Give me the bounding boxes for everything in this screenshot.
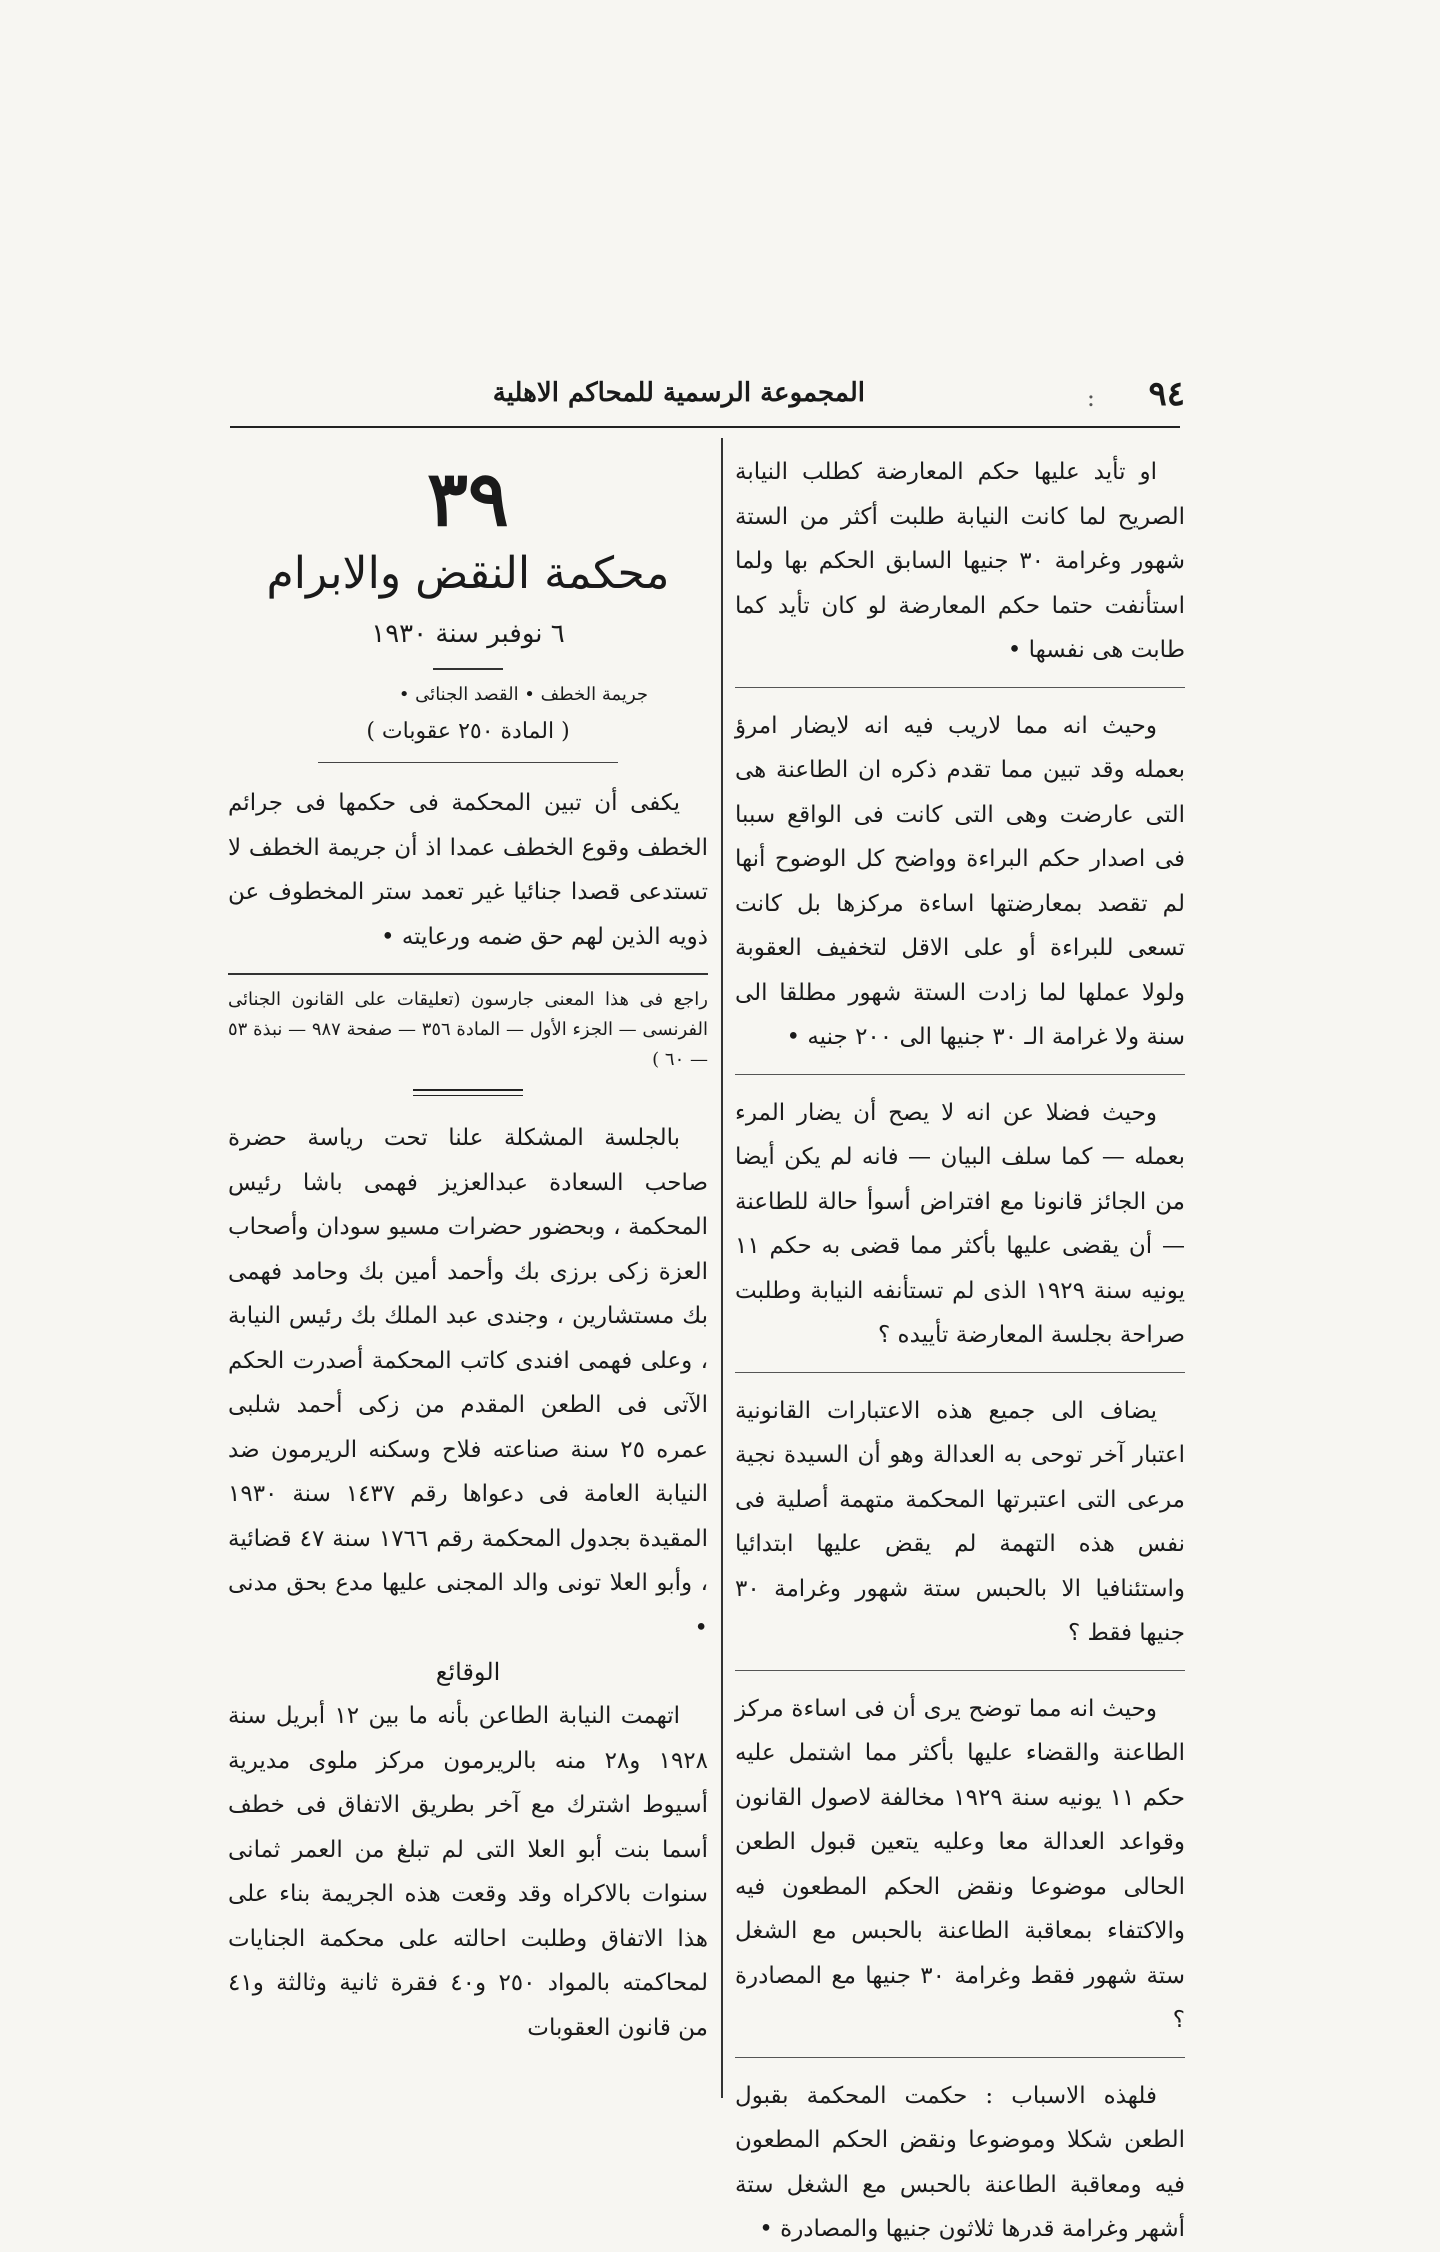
session-paragraph: بالجلسة المشكلة علنا تحت رياسة حضرة صاحب السعادة عبدالعزيز فهمى باشا رئيس المحكمة ، وبحضور حضرات مسيو سودان وأصحاب العزة زكى برزى بك وأحمد أمين بك وحامد فهمى بك مستشارين ، وجندى عبد الملك بك رئيس النيابة ، وعلى فهمى افندى كاتب المحكمة أصدرت الحكم الآتى فى الطعن المقدم من زكى أحمد شلبى عمره ٢٥ سنة صناعته فلاح وسكنه الريرمون ضد النيابة العامة فى دعواها رقم ١٤٣٧ سنة ١٩٣٠ المقيدة بجدول المحكمة رقم ١٧٦٦ سنة ٤٧ قضائية ، وأبو العلا تونى والد المجنى عليها مدع بحق مدنى • [228, 1125, 709, 1641]
header-separator: : [1086, 384, 1095, 412]
body-paragraph: يضاف الى جميع هذه الاعتبارات القانونية اعتبار آخر توحى به العدالة وهو أن السيدة نجية مرعى التى اعتبرتها المحكمة متهمة أصلية فى نفس هذه التهمة لم يقض عليها ابتدائيا واستئنافيا الا بالحبس ستة شهور وغرامة ٣٠ جنيها فقط ؟ [735, 1397, 1185, 1646]
page-number: ٩٤ [1148, 374, 1185, 414]
paragraph-divider [735, 2057, 1185, 2058]
body-paragraph: وحيث انه مما توضح يرى أن فى اساءة مركز الطاعنة والقضاء عليها بأكثر مما اشتمل عليه حكم ١١ يونيه سنة ١٩٢٩ مخالفة لاصول القانون وقواعد العدالة معا وعليه يتعين قبول الطعن الحالى موضوعا ونقض الحكم المطعون فيه والاكتفاء بمعاقبة الطاعنة بالحبس مع الشغل ستة شهور فقط وغرامة ٣٠ جنيها مع المصادرة ؟ [735, 1695, 1186, 2033]
running-title: المجموعة الرسمية للمحاكم الاهلية [492, 378, 865, 408]
paragraph-divider [735, 687, 1185, 688]
paragraph-divider [735, 1074, 1185, 1075]
case-date: ٦ نوفبر سنة ١٩٣٠ [371, 619, 565, 649]
doctrine-reference: راجع فى هذا المعنى جارسون (تعليقات على القانون الجنائى الفرنسى — الجزء الأول — المادة ٣٥٦ — صفحة ٩٨٧ — نبذة ٥٣ — ٦٠ ) [228, 989, 708, 1070]
double-divider [413, 1089, 523, 1096]
court-name: محكمة النقض والابرام [266, 548, 670, 599]
article-reference: ( المادة ٢٥٠ عقوبات ) [366, 719, 570, 744]
header-rule [230, 426, 1180, 428]
case-number: ٣٩ [427, 454, 509, 543]
body-paragraph: وحيث فضلا عن انه لا يصح أن يضار المرء بعمله — كما سلف البيان — فانه لم يكن أيضا من الجائز قانونا مع افتراض أسوأ حالة للطاعنة — أن يقضى عليها بأكثر مما قضى به حكم ١١ يونيه سنة ١٩٢٩ الذى لم تستأنفه النيابة وطلبت صراحة بجلسة المعارضة تأييده ؟ [735, 1099, 1186, 1348]
case-topics: جريمة الخطف • القصد الجنائى • [398, 684, 648, 705]
facts-paragraph: اتهمت النيابة الطاعن بأنه ما بين ١٢ أبريل سنة ١٩٢٨ و٢٨ منه بالريرمون مركز ملوى مديرية أسيوط اشترك مع آخر بطريق الاتفاق فى خطف أسما بنت أبو العلا التى لم تبلغ من العمر ثمانى سنوات بالاكراه وقد وقعت هذه الجريمة بناء على هذا الاتفاق وطلبت احالته على محكمة الجنايات لمحاكمته بالمواد ٢٥٠ و٤٠ فقرة ثانية وثالثة و٤١ من قانون العقوبات [228, 1703, 709, 2041]
body-paragraph: او تأيد عليها حكم المعارضة كطلب النيابة الصريح لما كانت النيابة طلبت أكثر من الستة شهور وغرامة ٣٠ جنيها السابق الحكم بها ولما استأنفت حتما حكم المعارضة لو كان تأيد كما طابت هى نفسها • [735, 459, 1185, 663]
short-divider [433, 668, 503, 670]
left-column [228, 450, 708, 2050]
facts-heading: الوقائع [435, 1658, 501, 1686]
paragraph-divider [735, 1372, 1185, 1373]
right-column [735, 450, 1185, 2252]
ruling-summary: يكفى أن تبين المحكمة فى حكمها فى جرائم الخطف وقوع الخطف عمدا اذ أن جريمة الخطف لا تستدعى قصدا جنائيا غير تعمد ستر المخطوف عن ذويه الذين لهم حق ضمه ورعايته • [228, 790, 708, 950]
column-divider [721, 438, 723, 2098]
summary-divider [228, 973, 708, 975]
verdict-paragraph: فلهذه الاسباب : حكمت المحكمة بقبول الطعن شكلا وموضوعا ونقض الحكم المطعون فيه ومعاقبة الطاعنة بالحبس مع الشغل ستة أشهر وغرامة قدرها ثلاثون جنيها والمصادرة • [735, 2082, 1185, 2242]
body-paragraph: وحيث انه مما لاريب فيه انه لايضار امرؤ بعمله وقد تبين مما تقدم ذكره ان الطاعنة هى التى عارضت وهى التى كانت فى الواقع سببا فى اصدار حكم البراءة وواضح كل الوضوح أنها لم تقصد بمعارضتها اساءة مركزها بل كانت تسعى للبراءة أو على الاقل لتخفيف العقوبة ولولا عملها لما زادت الستة شهور مطلقا الى سنة ولا غرامة الـ ٣٠ جنيها الى ٢٠٠ جنيه • [735, 712, 1185, 1050]
paragraph-divider [735, 1670, 1185, 1671]
page-header [225, 370, 1185, 420]
section-divider [318, 762, 618, 763]
